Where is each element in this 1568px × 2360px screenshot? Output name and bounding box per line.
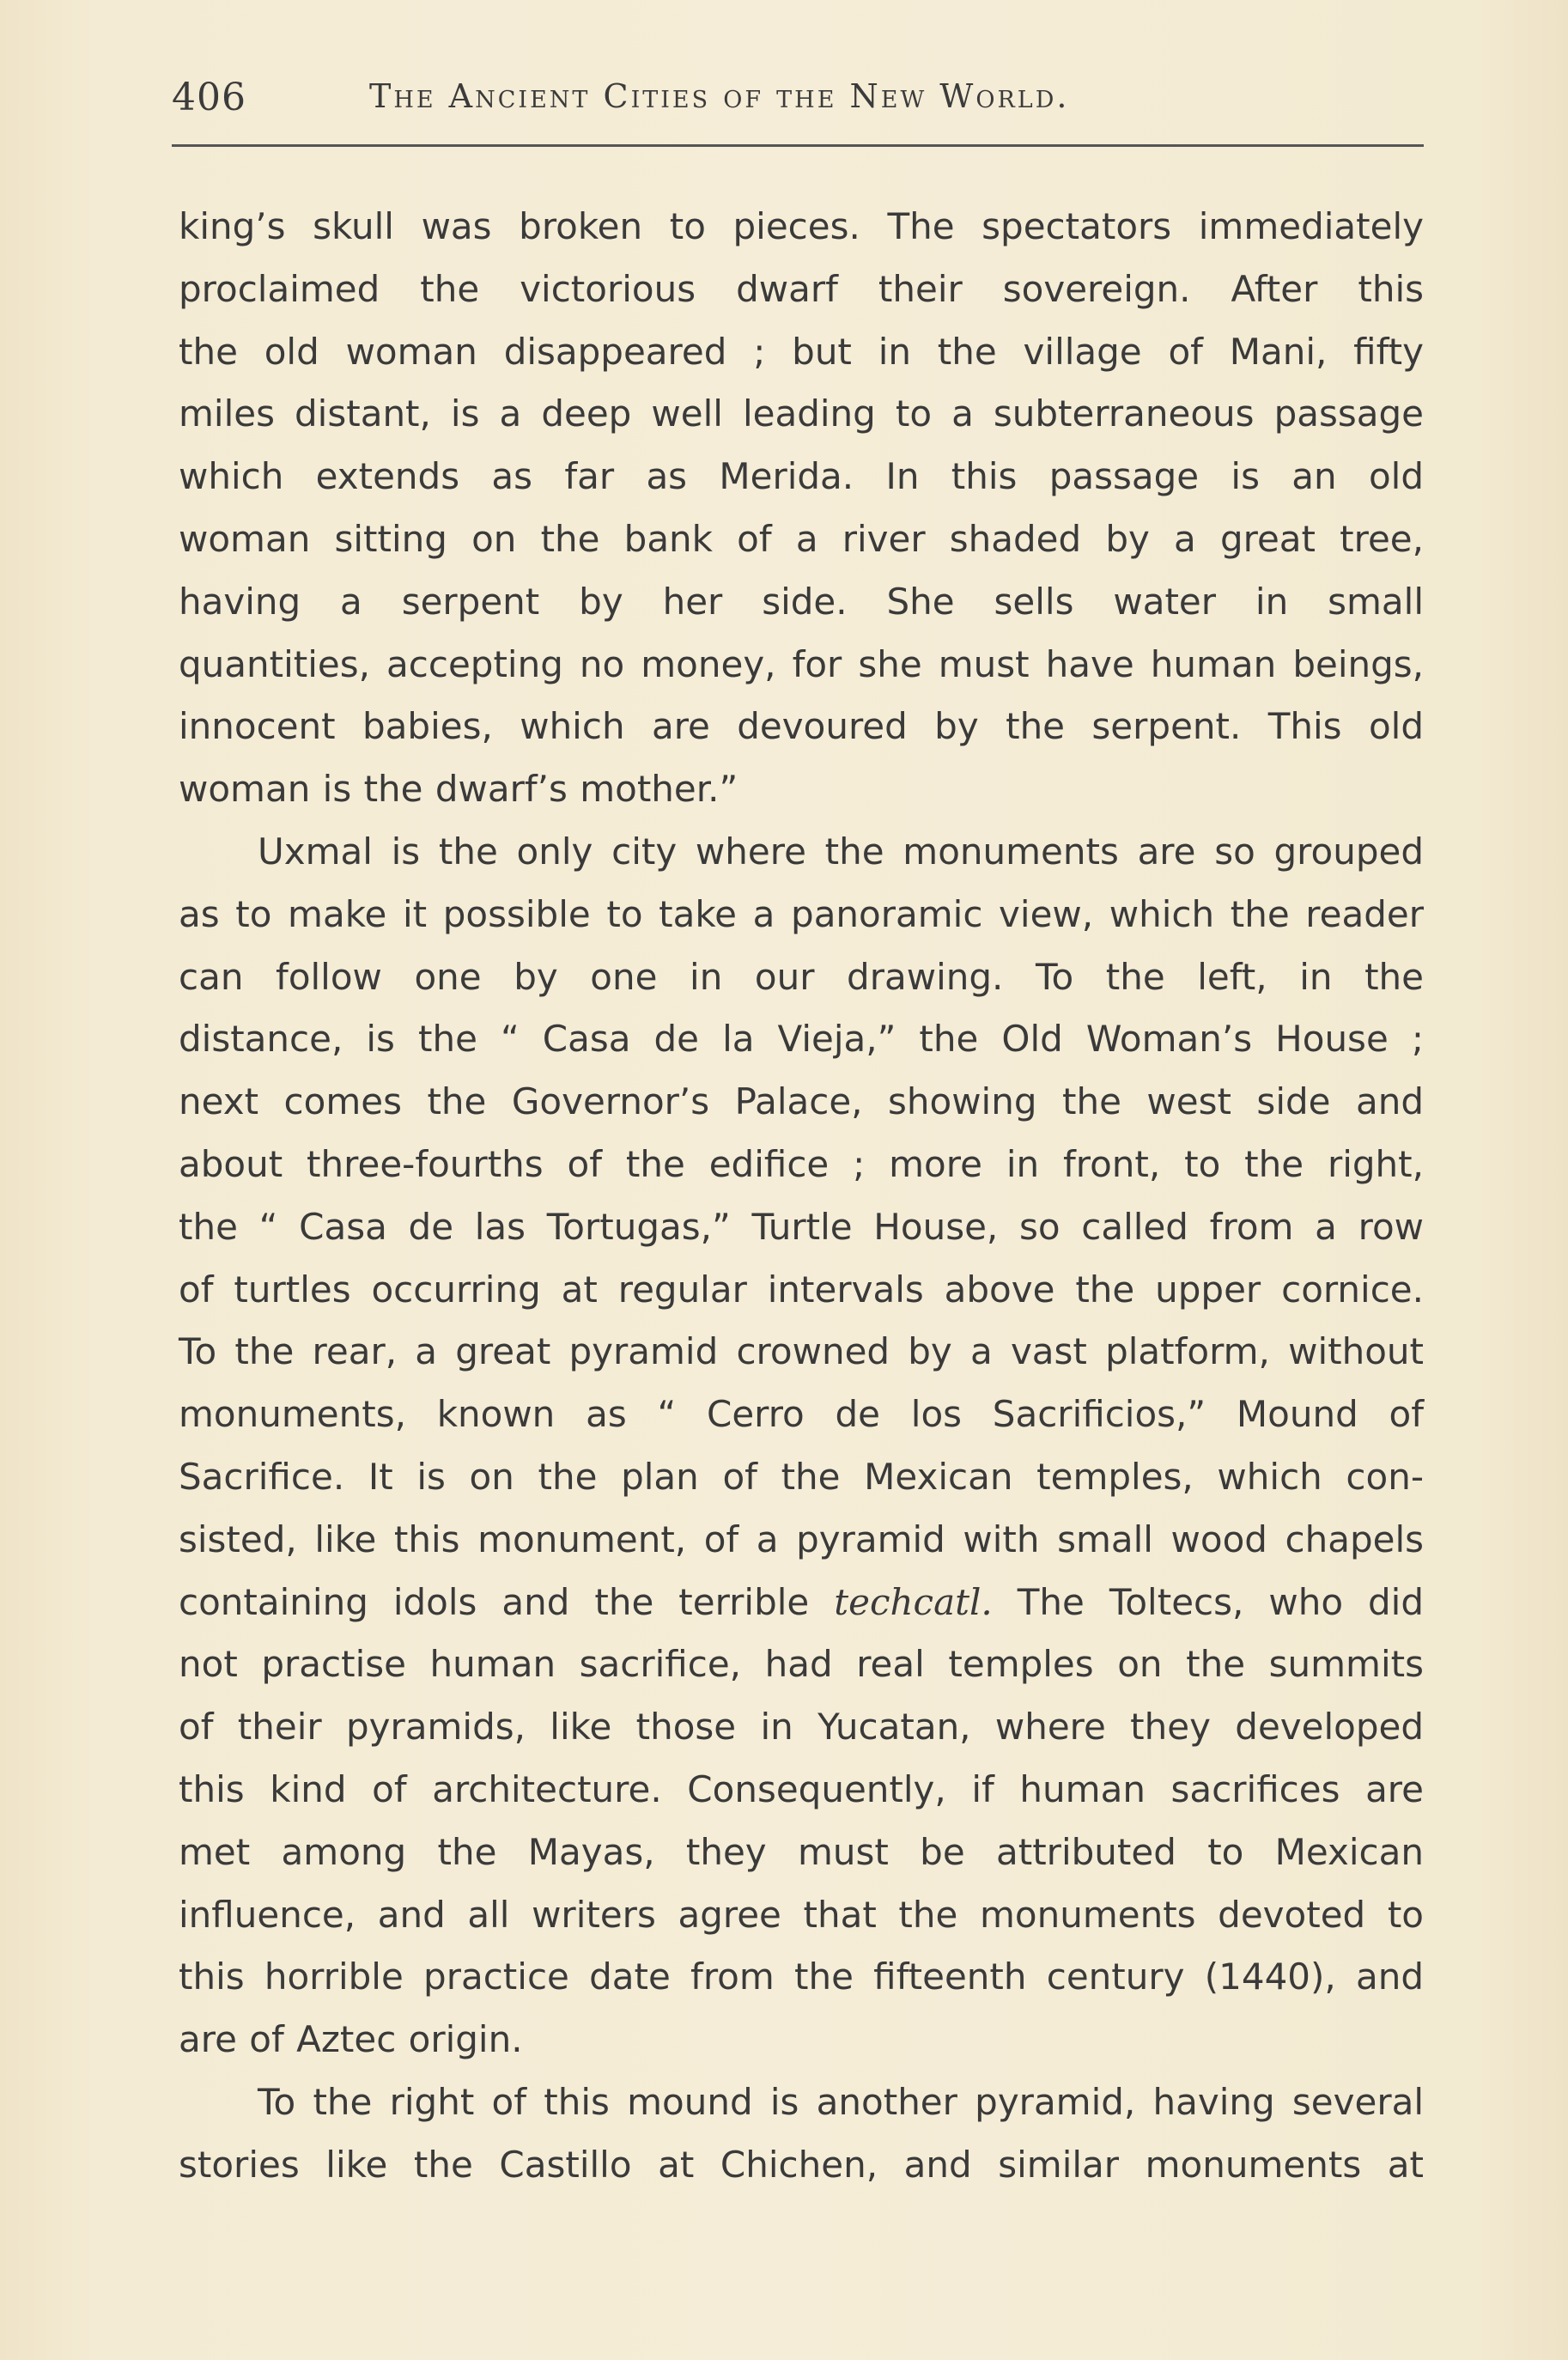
text-line: influence, and all writers agree that the monuments devoted to [179, 1893, 1424, 1936]
text-line [179, 1572, 1424, 1634]
text-line: of turtles occurring at regular intervals above the upper cornice. [179, 1268, 1424, 1311]
text-line: the “ Casa de las Tortugas,” Turtle House, so called from a row [179, 1205, 1424, 1248]
paragraph [179, 196, 1424, 821]
text-line: innocent babies, which are devoured by the serpent. This old [179, 705, 1424, 748]
body-text [179, 196, 1424, 2197]
page-number: 406 [172, 76, 246, 119]
text-line: Sacrifice. It is on the plan of the Mexican temples, which con- [179, 1455, 1424, 1498]
text-line: stories like the Castillo at Chichen, and similar monuments at [179, 2143, 1424, 2186]
text-line: about three-fourths of the edifice ; more in front, to the right, [179, 1142, 1424, 1185]
text-line: Uxmal is the only city where the monuments are so grouped [258, 830, 1424, 873]
text-line: are of Aztec origin. [179, 2018, 523, 2061]
header-rule [172, 144, 1424, 147]
text-line: the old woman disappeared ; but in the village of Mani, fifty [179, 330, 1424, 373]
text-line: distance, is the “ Casa de la Vieja,” the Old Woman’s House ; [179, 1018, 1424, 1061]
italic-word: techcatl. [834, 1580, 993, 1623]
text-line: which extends as far as Merida. In this passage is an old [179, 455, 1424, 498]
text-line: not practise human sacrifice, had real temples on the summits [179, 1643, 1424, 1686]
text-line: monuments, known as “ Cerro de los Sacrificios,” Mound of [179, 1393, 1424, 1436]
text-line: To the rear, a great pyramid crowned by a vast platform, without [179, 1330, 1424, 1373]
paragraph [179, 821, 1424, 2071]
text-line: king’s skull was broken to pieces. The spectators immediately [179, 205, 1424, 247]
text-line: sisted, like this monument, of a pyramid with small wood chapels [179, 1518, 1424, 1560]
text-line: of their pyramids, like those in Yucatan, where they developed [179, 1706, 1424, 1749]
text-line: next comes the Governor’s Palace, showing the west side and [179, 1080, 1424, 1123]
text-line: this horrible practice date from the fifteenth century (1440), and [179, 1956, 1424, 1998]
text-line: met among the Mayas, they must be attributed to Mexican [179, 1830, 1424, 1873]
text-line: having a serpent by her side. She sells water in small [179, 580, 1424, 623]
text-line: as to make it possible to take a panoramic view, which the reader [179, 892, 1424, 935]
text-line: woman sitting on the bank of a river shaded by a great tree, [179, 517, 1424, 560]
text-line: proclaimed the victorious dwarf their sovereign. After this [179, 267, 1424, 310]
paragraph [179, 2071, 1424, 2197]
text-segment: The Toltecs, who did [1017, 1580, 1424, 1623]
text-line: can follow one by one in our drawing. To the left, in the [179, 955, 1424, 998]
text-line: quantities, accepting no money, for she must have human beings, [179, 642, 1424, 685]
text-line: this kind of architecture. Consequently, if human sacrifices are [179, 1767, 1424, 1810]
text-line: miles distant, is a deep well leading to a subterraneous passage [179, 392, 1424, 435]
text-line: woman is the dwarf’s mother.” [179, 768, 738, 811]
text-segment: containing idols and the terrible [179, 1580, 810, 1623]
running-title: The Ancient Cities of the New World. [369, 77, 1070, 115]
text-line: To the right of this mound is another pyramid, having several [258, 2080, 1424, 2123]
running-head [172, 76, 1417, 127]
